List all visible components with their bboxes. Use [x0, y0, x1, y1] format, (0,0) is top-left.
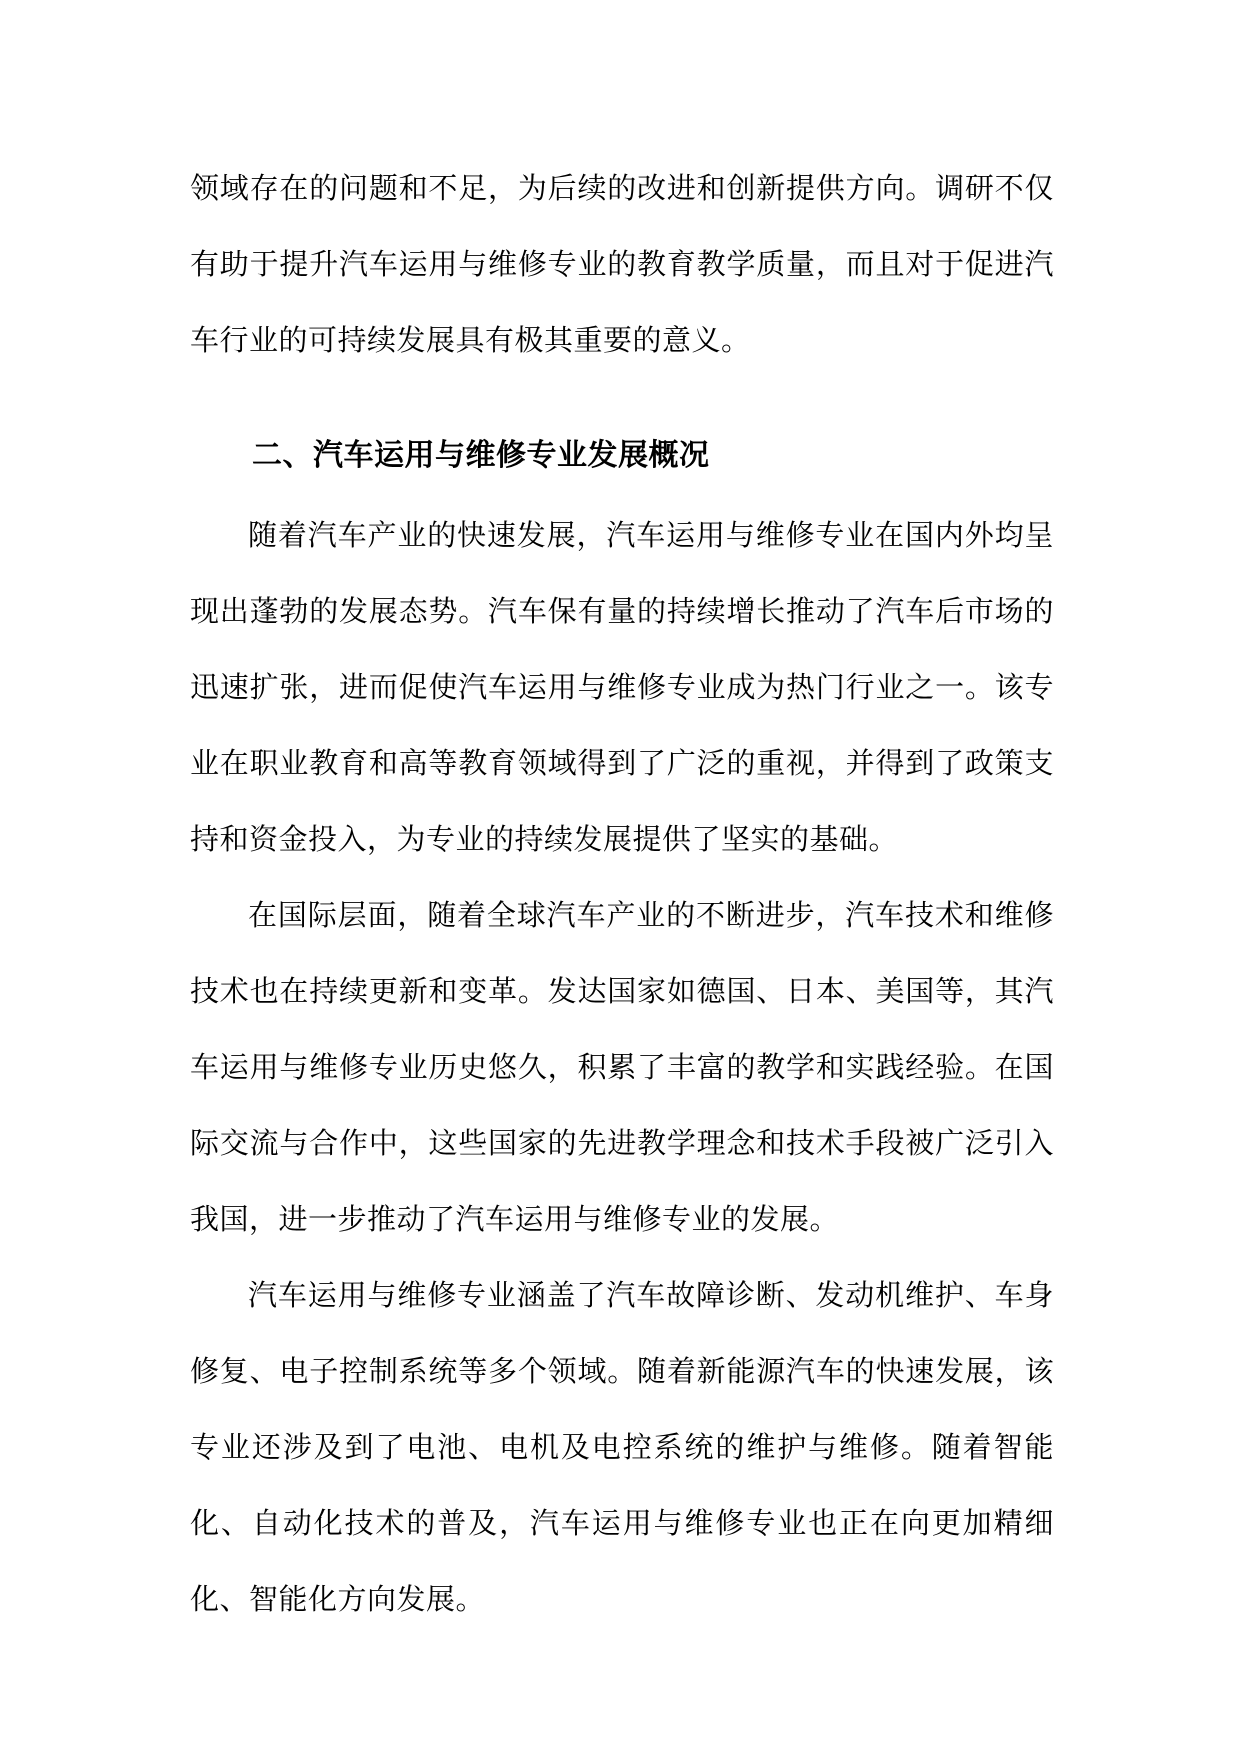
document-page: [190, 150, 1054, 1637]
paragraph-international-level: 在国际层面，随着全球汽车产业的不断进步，汽车技术和维修技术也在持续更新和变革。发达国家如德国、日本、美国等，其汽车运用与维修专业历史悠久，积累了丰富的教学和实践经验。在国际交流与合作中，这些国家的先进教学理念和技术手段被广泛引入我国，进一步推动了汽车运用与维修专业的发展。: [190, 898, 1054, 1236]
section-heading: 二、汽车运用与维修专业发展概况: [252, 438, 710, 473]
paragraph-scope-fields: 汽车运用与维修专业涵盖了汽车故障诊断、发动机维护、车身修复、电子控制系统等多个领域。随着新能源汽车的快速发展，该专业还涉及到了电池、电机及电控系统的维护与维修。随着智能化、自动化技术的普及，汽车运用与维修专业也正在向更加精细化、智能化方向发展。: [190, 1278, 1054, 1616]
paragraph-continued: 领域存在的问题和不足，为后续的改进和创新提供方向。调研不仅有助于提升汽车运用与维修专业的教育教学质量，而且对于促进汽车行业的可持续发展具有极其重要的意义。: [190, 171, 1054, 357]
paragraph-development-overview: 随着汽车产业的快速发展，汽车运用与维修专业在国内外均呈现出蓬勃的发展态势。汽车保有量的持续增长推动了汽车后市场的迅速扩张，进而促使汽车运用与维修专业成为热门行业之一。该专业在职业教育和高等教育领域得到了广泛的重视，并得到了政策支持和资金投入，为专业的持续发展提供了坚实的基础。: [190, 518, 1054, 856]
